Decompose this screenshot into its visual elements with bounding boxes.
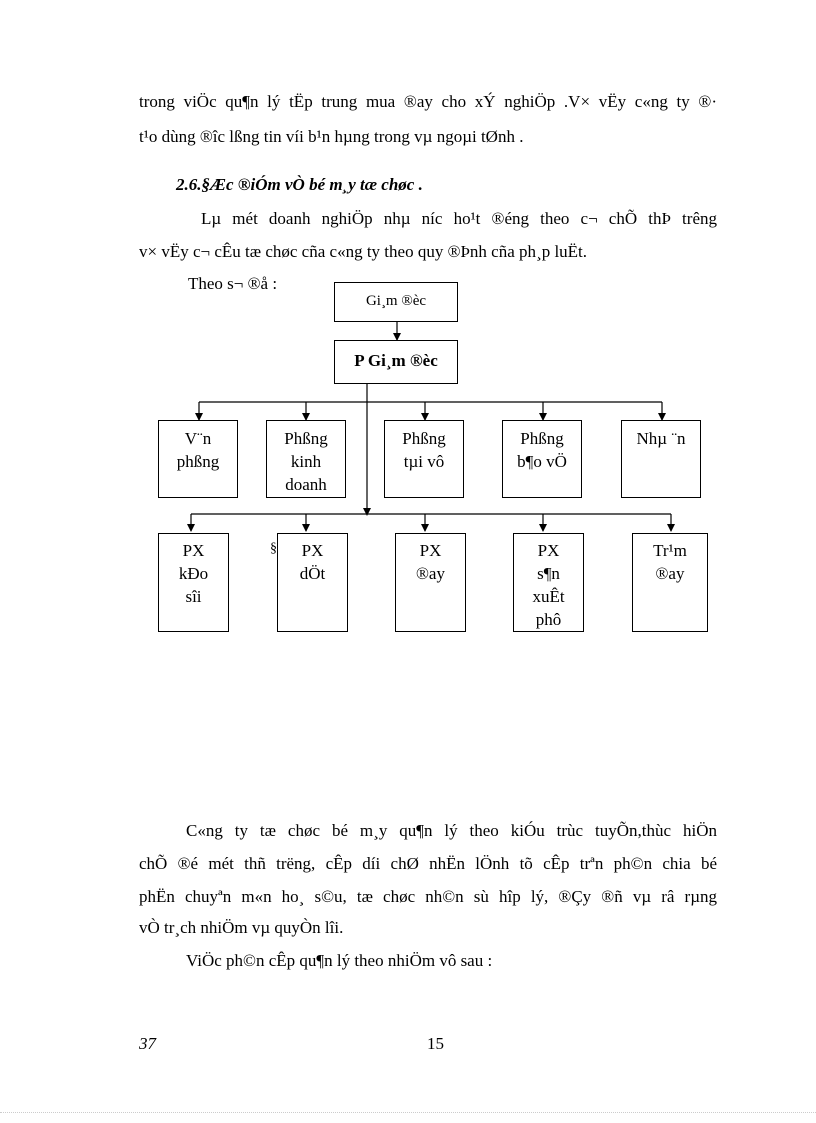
box-director [334,282,458,322]
dept-line: kinh [290,452,322,471]
box-deputy-director-label: P Gi¸m ®èc [354,351,438,370]
para2-line-3: phËn chuyªn m«n ho¸ s©u, tæ chøc nh©n sù hîp lý, ®Çy ®ñ vµ râ rµng [139,887,717,906]
diagram-label: Theo s¬ ®å : [188,274,278,293]
para2-line-4: vÒ tr¸ch nhiÖm vµ quyÒn lîi. [139,918,344,937]
workshop-line: sîi [185,587,202,606]
workshop-line: PX [537,541,560,560]
box-dept-office [158,420,238,498]
dept-line: Phßng [402,429,446,448]
box-workshop-auxiliary [513,533,584,632]
stray-mark: § [270,541,277,556]
workshop-line: PX [182,541,205,560]
workshop-line: dÖt [299,564,326,583]
box-deputy-director [334,340,458,384]
dept-line: Phßng [284,429,328,448]
para1-line-1: Lµ mét doanh nghiÖp nhµ níc ho¹t ®éng theo c¬ chÕ thÞ trêng [201,209,717,228]
para2-line-2: chÕ ®é mét thñ trëng, cÊp díi chØ nhËn lÖnh tõ cÊp trªn ph©n chia bé [139,854,717,873]
footer-left-number: 37 [139,1034,156,1053]
dept-line: doanh [285,475,327,494]
intro-line-2: t¹o dùng ®îc lßng tin víi b¹n hµng trong vµ ngoµi tØnh . [139,127,524,146]
workshop-line: ®ay [416,564,445,583]
dept-line: Nhµ ¨n [636,429,686,448]
para3: ViÖc ph©n cÊp qu¶n lý theo nhiÖm vô sau : [186,951,493,970]
box-dept-security [502,420,582,498]
workshop-line: Tr¹m [653,541,687,560]
section-heading: 2.6.§Æc ®iÓm vÒ bé m¸y tæ chøc . [176,175,423,194]
workshop-line: PX [301,541,324,560]
dept-line: b¶o vÖ [517,452,567,471]
intro-line-1: trong viÖc qu¶n lý tËp trung mua ®ay cho xÝ nghiÖp .V× vËy c«ng ty ®· [139,92,717,111]
dept-line: Phßng [520,429,564,448]
workshop-line: ®ay [655,564,685,583]
workshop-line: PX [419,541,442,560]
para2-line-1: C«ng ty tæ chøc bé m¸y qu¶n lý theo kiÓu trùc tuyÕn,thùc hiÖn [186,821,717,840]
workshop-line: kÐo [178,564,209,583]
box-workshop-spinning [158,533,229,632]
box-dept-finance [384,420,464,498]
dept-line: phßng [176,452,220,471]
box-dept-business [266,420,346,498]
dept-line: V¨n [184,429,212,448]
box-workshop-station [632,533,708,632]
box-workshop-jute [395,533,466,632]
workshop-line: xuÊt [532,587,565,606]
box-director-label: Gi¸m ®èc [365,293,427,309]
page-number: 15 [427,1034,444,1053]
dept-line: tµi vô [403,452,445,471]
box-dept-canteen [621,420,701,498]
box-workshop-weaving [277,533,348,632]
workshop-line: phô [535,610,562,629]
page-bottom-border [0,1112,816,1113]
para1-line-2: v× vËy c¬ cÊu tæ chøc cña c«ng ty theo quy ®Þnh cña ph¸p luËt. [139,242,588,261]
workshop-line: s¶n [537,564,560,583]
